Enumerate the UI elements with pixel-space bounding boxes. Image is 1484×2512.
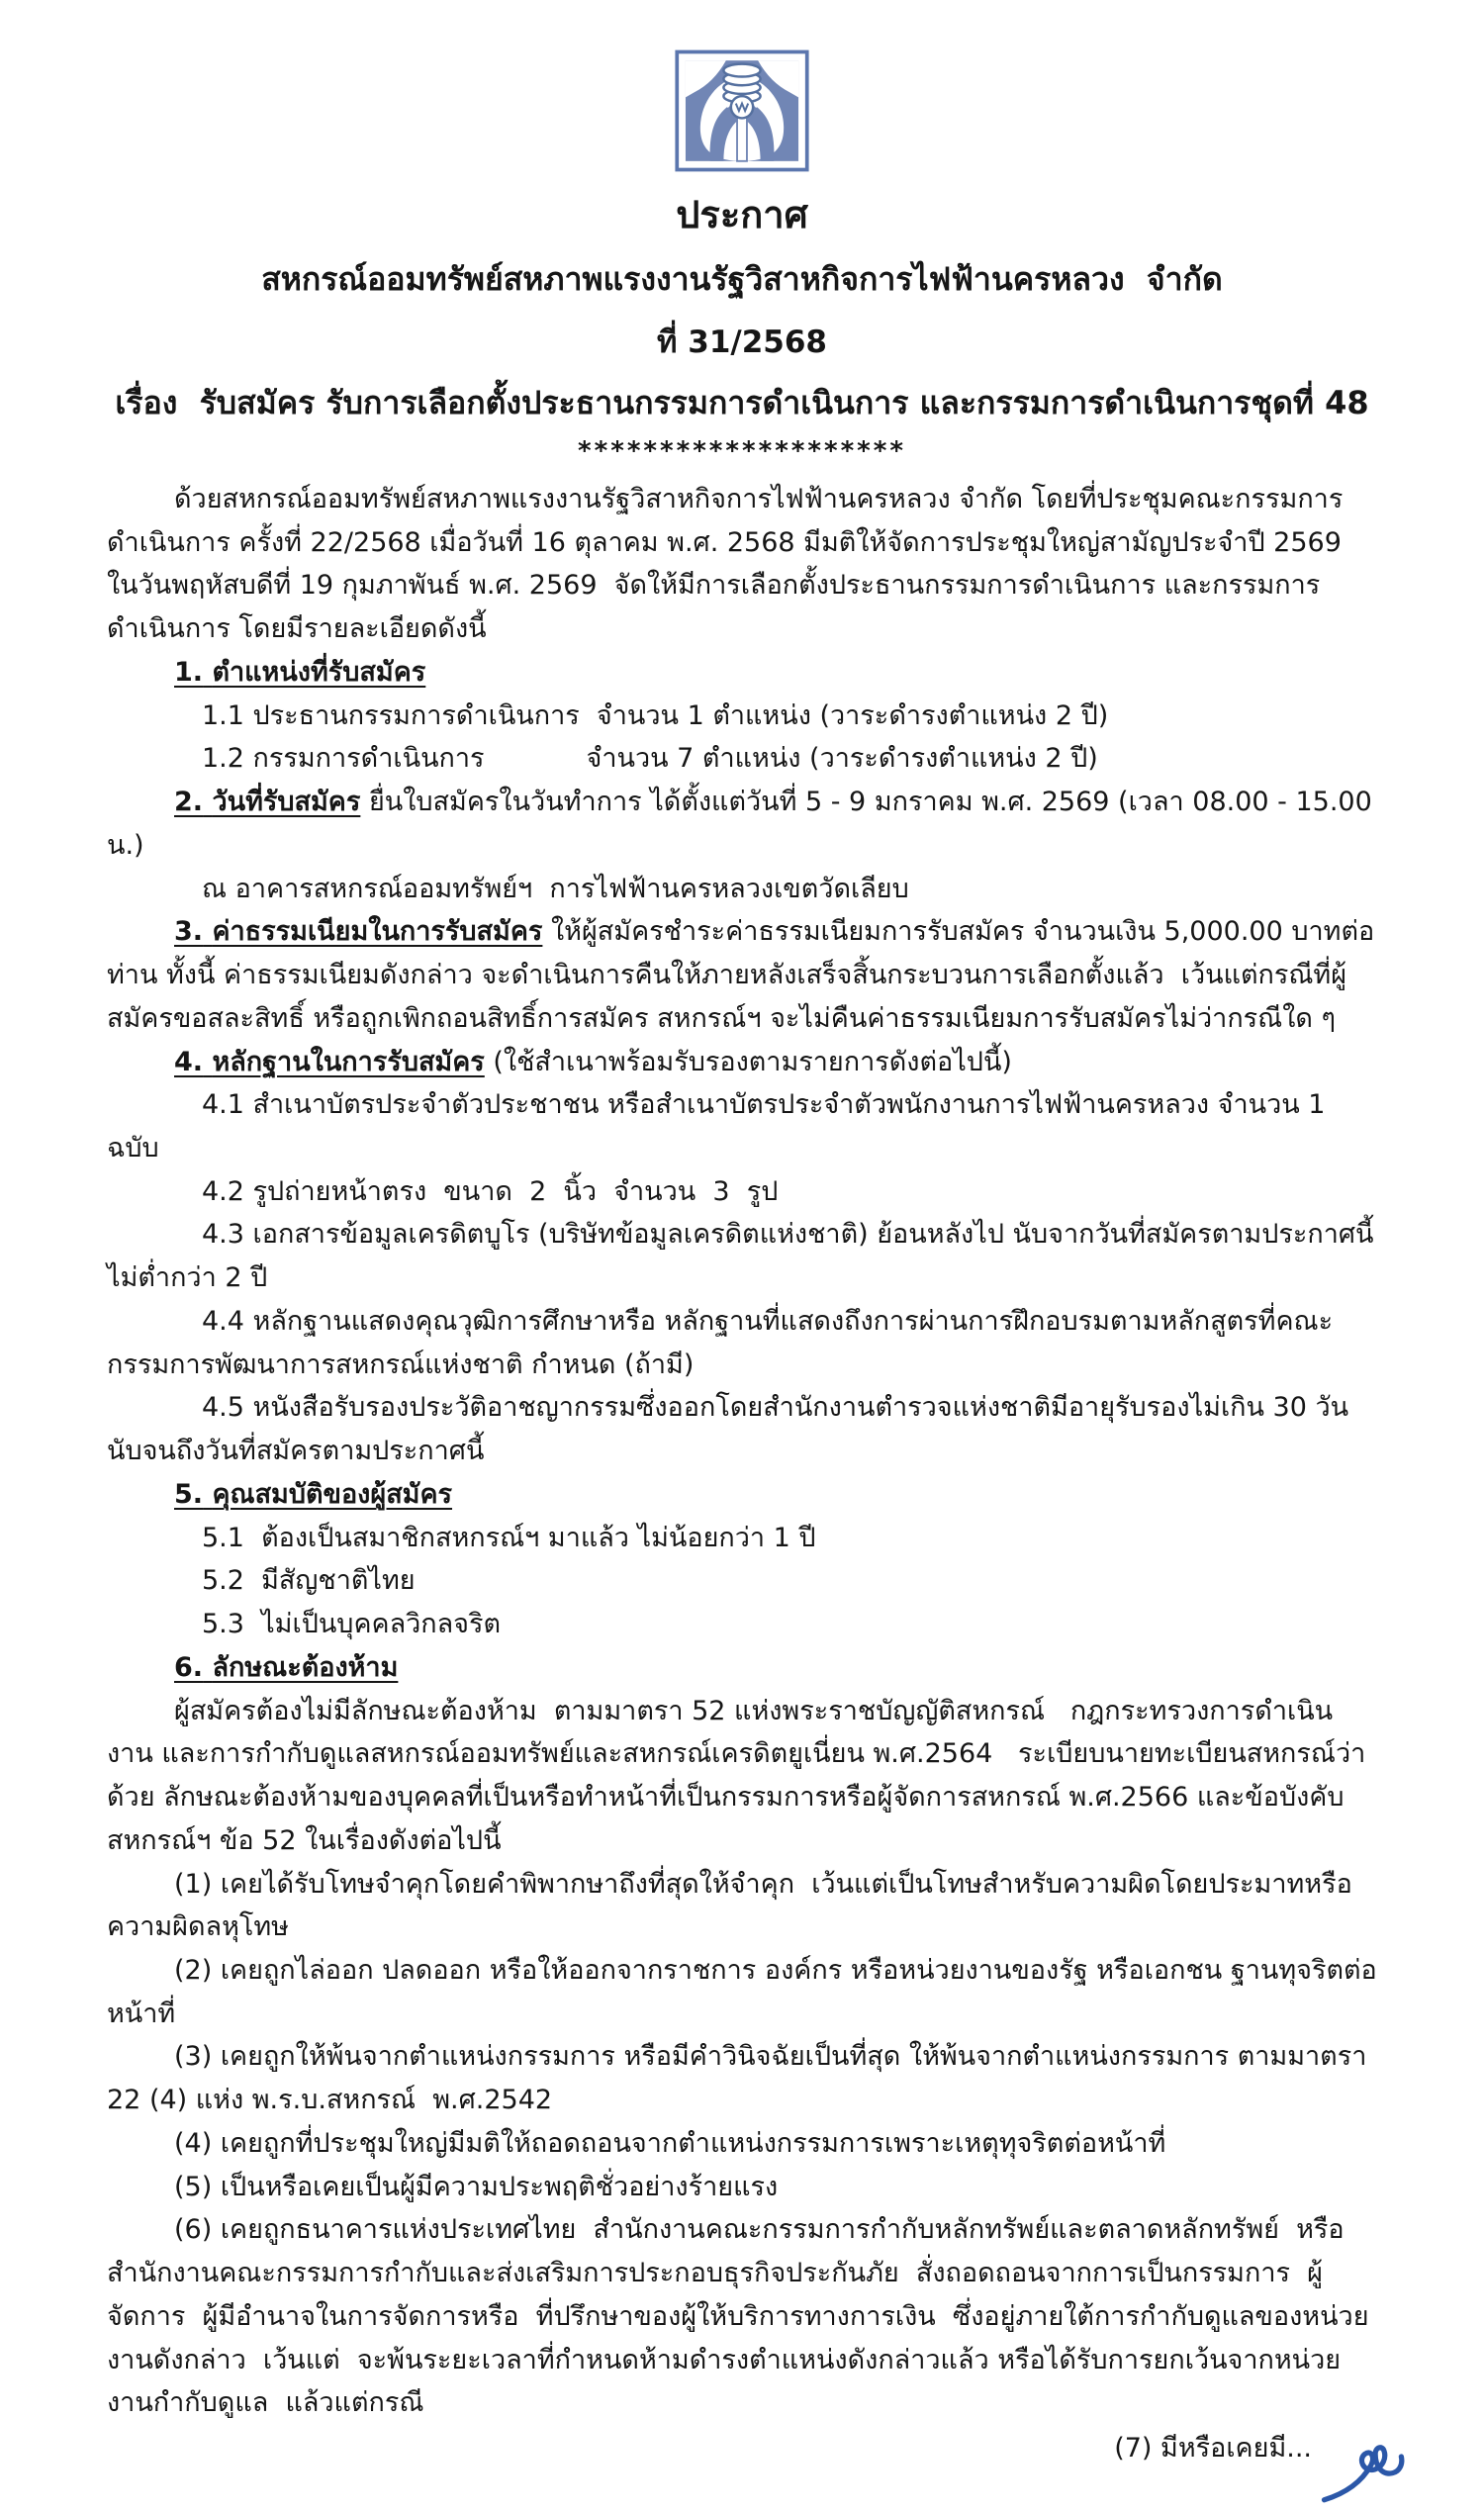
section-4-title: 4. หลักฐานในการรับสมัคร (174, 1046, 485, 1077)
section-6-title: 6. ลักษณะต้องห้าม (174, 1651, 399, 1683)
section-4-heading (107, 1041, 1377, 1084)
logo-container (107, 49, 1377, 176)
organization-name: สหกรณ์ออมทรัพย์สหภาพแรงงานรัฐวิสาหกิจการไฟฟ้านครหลวง จำกัด (261, 260, 1223, 298)
section-3-heading (107, 910, 1377, 1040)
section-5-title: 5. คุณสมบัติของผู้สมัคร (174, 1478, 453, 1510)
item-6-3: (3) เคยถูกให้พ้นจากตำแหน่งกรรมการ หรือมีคำวินิจฉัยเป็นที่สุด ให้พ้นจากตำแหน่งกรรมการ ตามมาตรา 22 (4) แห่ง พ.ร.บ.สหกรณ์ พ.ศ.2542 (107, 2041, 1375, 2116)
item-2-location: ณ อาคารสหกรณ์ออมทรัพย์ฯ การไฟฟ้านครหลวงเขตวัดเลียบ (202, 873, 909, 904)
handwritten-initials-signature (1316, 2443, 1423, 2512)
intro-paragraph: ด้วยสหกรณ์ออมทรัพย์สหภาพแรงงานรัฐวิสาหกิจการไฟฟ้านครหลวง จำกัด โดยที่ประชุมคณะกรรมการดำเนินการ ครั้งที่ 22/2568 เมื่อวันที่ 16 ตุลาคม พ.ศ. 2568 มีมติให้จัดการประชุมใหญ่สามัญประจำปี 2569 ในวันพฤหัสบดีที่ 19 กุมภาพันธ์ พ.ศ. 2569 จัดให้มีการเลือกตั้งประธานกรรมการดำเนินการ และกรรมการดำเนินการ โดยมีรายละเอียดดังนี้ (107, 484, 1344, 645)
doc-type-title: ประกาศ (676, 193, 808, 236)
section-4-after: (ใช้สำเนาพร้อมรับรองตามรายการดังต่อไปนี้) (493, 1046, 1012, 1077)
section-2-heading (107, 781, 1377, 867)
item-4-3: 4.3 เอกสารข้อมูลเครดิตบูโร (บริษัทข้อมูลเครดิตแห่งชาติ) ย้อนหลังไป นับจากวันที่สมัครตามประกาศนี้ ไม่ต่ำกว่า 2 ปี (107, 1219, 1374, 1294)
section-6-body: ผู้สมัครต้องไม่มีลักษณะต้องห้าม ตามมาตรา 52 แห่งพระราชบัญญัติสหกรณ์ กฎกระทรวงการดำเนินงาน และการ​กำกับดูแลสหกรณ์ออมทรัพย์และสหกรณ์เครดิตยูเนี่ยน พ.ศ.2564 ระเบียบนายทะเบียนสหกรณ์ว่าด้วย ลักษณะต้องห้ามของ​บุคคลที่เป็นหรือทำหน้าที่เป็นกรรมการหรือผู้จัดการสหกรณ์ พ.ศ.2566 และข้อบังคับสหกรณ์ฯ ข้อ 52 ในเรื่องดังต่อไปนี้ (107, 1695, 1366, 1856)
item-1-2: 1.2 กรรมการดำเนินการ จำนวน 7 ตำแหน่ง (วาระดำรงตำแหน่ง 2 ปี) (202, 743, 1098, 775)
page-continuation-row (107, 2427, 1377, 2496)
item-6-1: (1) เคยได้รับโทษจำคุกโดยคำพิพากษาถึงที่สุดให้จำคุก เว้นแต่เป็นโทษสำหรับความผิดโดยประมาทหรือความผิดลหุโทษ (107, 1868, 1352, 1943)
item-5-2: 5.2 มีสัญชาติไทย (202, 1565, 416, 1597)
document-number: ที่ 31/2568 (657, 325, 827, 360)
continuation-note: (7) มีหรือเคยมี... (1114, 2433, 1312, 2465)
item-4-4: 4.4 หลักฐานแสดงคุณวุฒิการศึกษาหรือ หลักฐานที่แสดงถึงการผ่านการฝึกอบรมตามหลักสูตรที่คณะกรรมการ​พัฒนาการสหกรณ์แห่งชาติ กำหนด (ถ้ามี) (107, 1305, 1334, 1380)
item-6-5: (5) เป็นหรือเคยเป็นผู้มีความประพฤติชั่วอย่างร้ายแรง (174, 2171, 779, 2202)
item-4-5: 4.5 หนังสือรับรองประวัติอาชญากรรมซึ่งออกโดยสำนักงานตำรวจแห่งชาติมีอายุรับรองไม่เกิน 30 วัน นับจนถึงวันที่​สมัครตามประกาศนี้ (107, 1392, 1349, 1467)
section-3-title: 3. ค่าธรรมเนียมในการรับสมัคร (174, 916, 543, 948)
item-4-2: 4.2 รูปถ่ายหน้าตรง ขนาด 2 นิ้ว จำนวน 3 รูป (202, 1175, 779, 1207)
item-6-2: (2) เคยถูกไล่ออก ปลดออก หรือให้ออกจากราชการ องค์กร หรือหน่วยงานของรัฐ หรือเอกชน ฐานทุจริตต่อหน้าที่ (107, 1954, 1377, 2029)
item-1-1: 1.1 ประธานกรรมการดำเนินการ จำนวน 1 ตำแหน่ง (วาระดำรงตำแหน่ง 2 ปี) (202, 699, 1109, 731)
section-2-after: ยื่นใบสมัครในวันทำการ ได้ตั้งแต่วันที่ 5 - 9 มกราคม พ.ศ. 2569 (เวลา 08.00 - 15.00 น.) (107, 787, 1372, 861)
item-5-1: 5.1 ต้องเป็นสมาชิกสหกรณ์ฯ มาแล้ว ไม่น้อยกว่า 1 ปี (202, 1522, 816, 1553)
item-4-1: 4.1 สำเนาบัตรประจำตัวประชาชน หรือสำเนาบัตรประจำตัวพนักงานการไฟฟ้านครหลวง จำนวน 1 ฉบับ (107, 1089, 1326, 1164)
subject-line: เรื่อง รับสมัคร รับการเลือกตั้งประธานกรรมการดำเนินการ และกรรมการดำเนินการชุดที่ 48 (115, 384, 1369, 421)
section-3-after: ให้ผู้สมัครชำระค่าธรรมเนียมการรับสมัคร จำนวนเงิน 5,000.00 บาทต่อท่าน ทั้งนี้ ค่าธรรมเนียมดังกล่าว จะดำเนินการคืนให้ภายหลังเสร็จสิ้นกระบวนการเลือกตั้งแล้ว เว้นแต่กรณีที่ผู้สมัครขอสละสิทธิ์ หรือถูกเพิกถอนสิทธิ์การสมัคร สหกรณ์ฯ จะไม่คืนค่าธรรมเนียมการรับสมัครไม่ว่ากรณีใด ๆ (107, 916, 1375, 1034)
section-5-heading (107, 1473, 1377, 1517)
item-6-4: (4) เคยถูกที่ประชุมใหญ่มีมติให้ถอดถอนจากตำแหน่งกรรมการเพราะเหตุทุจริตต่อหน้าที่ (174, 2127, 1166, 2159)
section-1-title: 1. ตำแหน่งที่รับสมัคร (174, 656, 426, 688)
item-6-6: (6) เคยถูกธนาคารแห่งประเทศไทย สำนักงานคณะกรรมการกำกับหลักทรัพย์และตลาดหลักทรัพย์ หรือสำนักงานคณะกรรมการ​กำกับและส่งเสริมการประกอบธุรกิจประกันภัย สั่งถอดถอนจากการเป็นกรรมการ ผู้จัดการ ผู้มีอำนาจในการจัดการหรือ ที่ปรึกษาของผู้​ให้บริการทางการเงิน ซึ่งอยู่ภายใต้การกำกับดูแลของหน่วยงานดังกล่าว เว้นแต่ จะพ้นระยะเวลาที่กำหนดห้ามดำรงตำแหน่งดังกล่าวแล้ว หรือได้รับการยกเว้นจากหน่วยงานกำกับดูแล แล้วแต่กรณี (107, 2214, 1369, 2419)
item-5-3: 5.3 ไม่เป็นบุคคลวิกลจริต (202, 1609, 502, 1640)
section-2-title: 2. วันที่รับสมัคร (174, 787, 361, 818)
separator-stars: ******************** (578, 436, 906, 466)
section-1-heading (107, 651, 1377, 695)
coop-hands-coins-logo (673, 49, 811, 172)
section-6-heading (107, 1646, 1377, 1690)
